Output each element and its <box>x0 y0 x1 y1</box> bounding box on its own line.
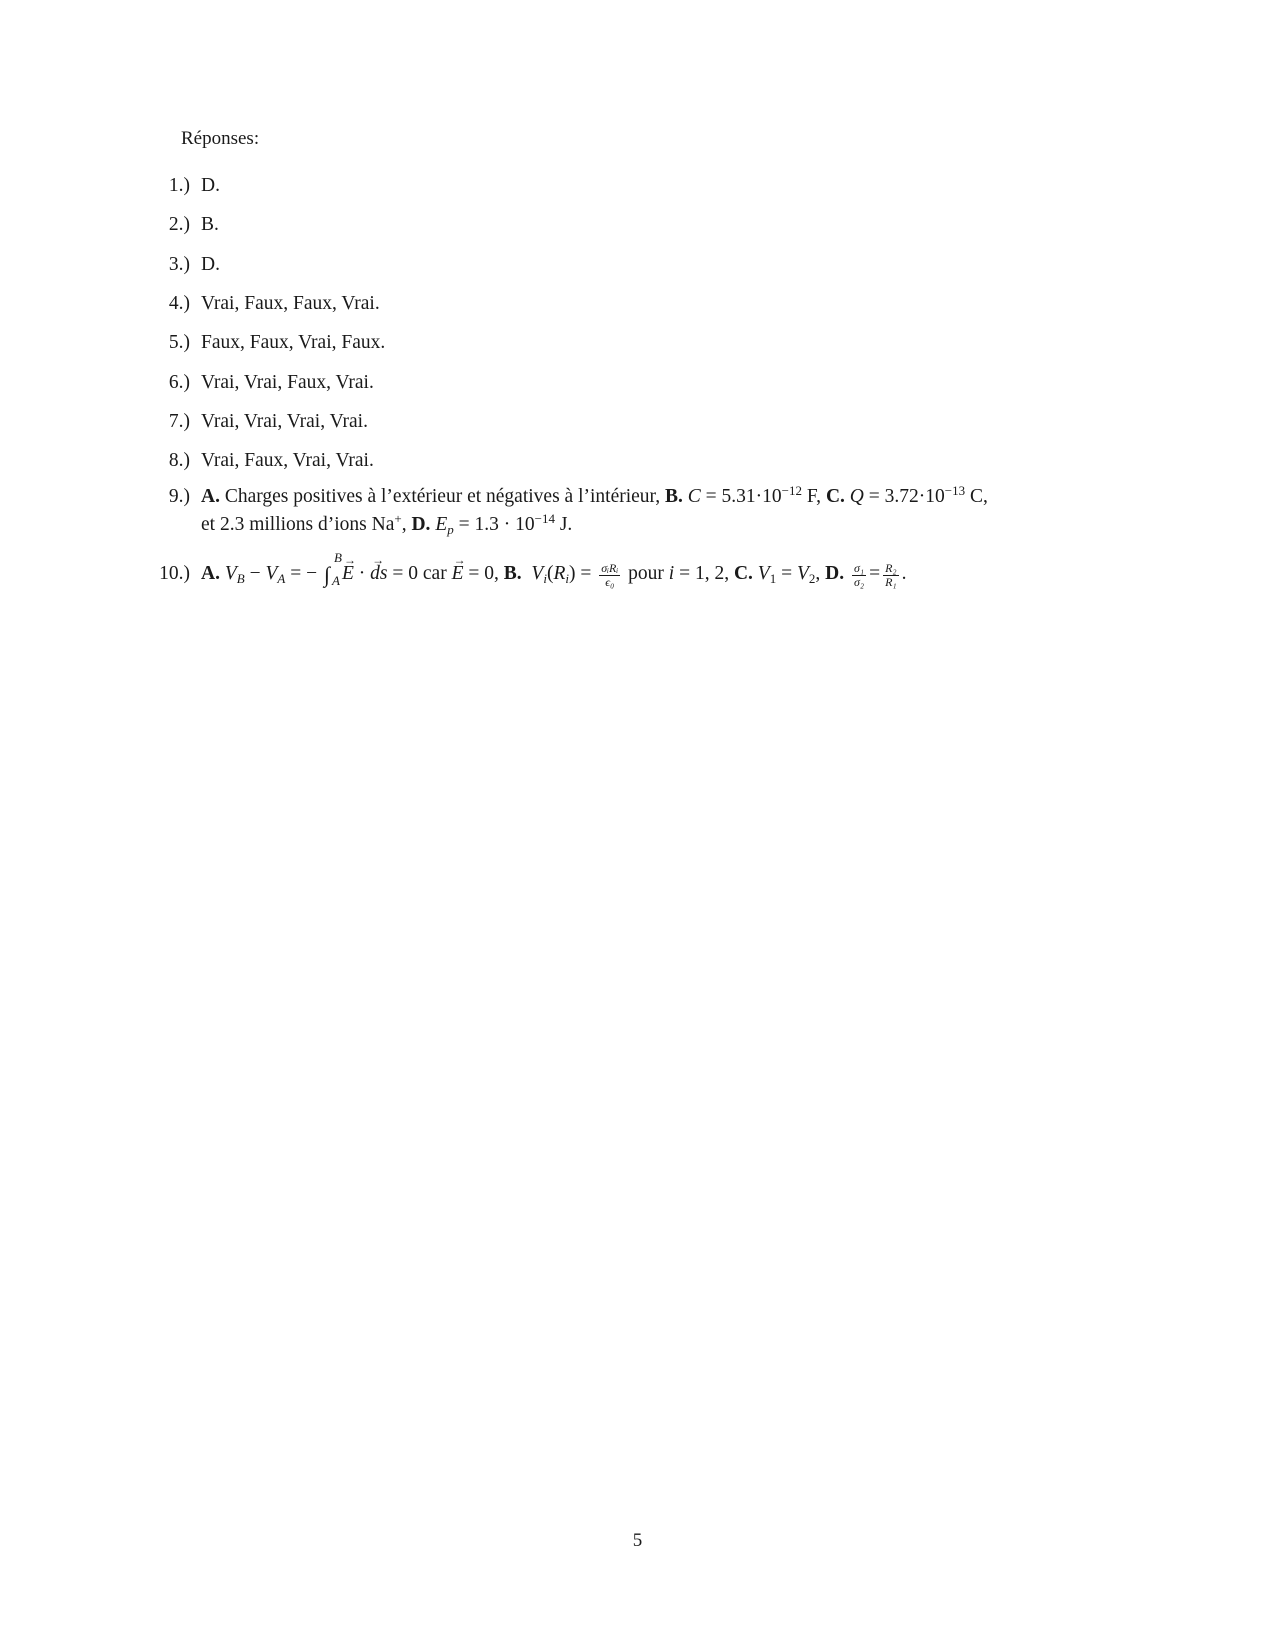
item-number: 1.) <box>168 175 190 196</box>
paren-open: ( <box>546 563 554 584</box>
item-number: 9.) <box>168 486 190 507</box>
potential-symbol: V <box>796 563 809 584</box>
answer-text <box>201 550 1126 590</box>
subscript: B <box>236 571 245 586</box>
paren-close-equals: ) = <box>568 563 592 584</box>
charge-exponent: −13 <box>944 483 966 498</box>
answer-text: Vrai, Vrai, Faux, Vrai. <box>201 372 374 393</box>
numerator: R₂ <box>885 561 897 575</box>
fraction-sigma-ratio <box>852 562 866 589</box>
item-number: 10.) <box>159 563 190 584</box>
comma: , <box>815 563 821 584</box>
item-number: 5.) <box>168 332 190 353</box>
energy-symbol: E <box>435 514 448 535</box>
item-number: 7.) <box>168 411 190 432</box>
capacitance-exponent: −12 <box>781 483 803 498</box>
part-a-text: Charges positives à l’extérieur et négatives à l’intérieur, <box>224 486 661 507</box>
fraction-sigma-r-over-epsilon <box>599 562 620 589</box>
answer-text: D. <box>201 175 220 196</box>
charge-value: = 3.72·10 <box>863 486 945 507</box>
answer-text: Faux, Faux, Vrai, Faux. <box>201 332 386 353</box>
page-number: 5 <box>632 1530 643 1551</box>
integral-upper-bound: B <box>333 550 342 565</box>
potential-symbol: V <box>531 563 544 584</box>
fraction-radius-ratio <box>883 562 899 589</box>
potential-symbol: V <box>224 563 237 584</box>
electric-field-vector: → E <box>342 558 354 589</box>
comma: , <box>401 514 407 535</box>
equals: = <box>869 563 881 584</box>
numerator: σ₁ <box>853 561 865 575</box>
index-range: = 1, 2, <box>674 563 730 584</box>
capacitance-value: = 5.31·10 <box>700 486 782 507</box>
capacitance-symbol: C <box>687 486 701 507</box>
displacement-s: s <box>379 563 388 584</box>
potential-symbol: V <box>757 563 770 584</box>
equals-zero: = 0, <box>463 563 499 584</box>
displacement-vector: → d <box>370 558 380 589</box>
item-number: 8.) <box>168 450 190 471</box>
answer-text: Vrai, Faux, Faux, Vrai. <box>201 293 380 314</box>
subscript: i <box>565 571 569 586</box>
part-d-label: D. <box>411 514 431 535</box>
subscript: i <box>543 571 547 586</box>
integral-lower-bound: A <box>331 573 340 588</box>
energy-exponent: −14 <box>534 511 555 526</box>
subscript: 1 <box>769 571 777 586</box>
part-a-label: A. <box>201 563 220 584</box>
part-b-label: B. <box>503 563 522 584</box>
potential-symbol: V <box>265 563 278 584</box>
ion-count-text: et 2.3 millions d’ions Na <box>201 514 395 535</box>
subscript: 2 <box>808 571 816 586</box>
answers-heading: Réponses: <box>181 128 260 149</box>
energy-subscript: p <box>447 522 454 537</box>
answer-text: D. <box>201 254 220 275</box>
minus-sign: − <box>244 563 266 584</box>
ion-charge: + <box>394 511 402 526</box>
period: . <box>901 563 907 584</box>
pour-text: pour <box>628 563 669 584</box>
answer-text: Vrai, Vrai, Vrai, Vrai. <box>201 411 368 432</box>
equals-minus: = − <box>285 563 318 584</box>
dot-product: · <box>353 563 371 584</box>
item-number: 6.) <box>168 372 190 393</box>
integral-sign: ∫ B A <box>323 550 342 588</box>
electric-field-vector: → E <box>452 558 464 589</box>
equals: = <box>776 563 797 584</box>
equals-zero-car: = 0 car <box>387 563 452 584</box>
index-variable: i <box>668 563 675 584</box>
part-c-label: C. <box>825 486 845 507</box>
energy-unit: J. <box>554 514 573 535</box>
numerator: σᵢRᵢ <box>601 561 619 575</box>
answer-text <box>201 483 1126 539</box>
radius-symbol: R <box>553 563 566 584</box>
part-a-label: A. <box>201 486 220 507</box>
charge-symbol: Q <box>849 486 864 507</box>
energy-value: = 1.3 · 10 <box>453 514 535 535</box>
item-number: 2.) <box>168 214 190 235</box>
part-d-label: D. <box>825 563 845 584</box>
denominator: σ₂ <box>853 575 865 589</box>
answer-text: B. <box>201 214 219 235</box>
denominator: R₁ <box>885 575 897 589</box>
answer-text: Vrai, Faux, Vrai, Vrai. <box>201 450 374 471</box>
subscript: A <box>277 571 286 586</box>
part-c-label: C. <box>733 563 753 584</box>
charge-unit: C, <box>965 486 988 507</box>
part-b-label: B. <box>665 486 683 507</box>
item-number: 3.) <box>168 254 190 275</box>
item-number: 4.) <box>168 293 190 314</box>
capacitance-unit: F, <box>802 486 822 507</box>
denominator: ϵ₀ <box>605 575 615 589</box>
